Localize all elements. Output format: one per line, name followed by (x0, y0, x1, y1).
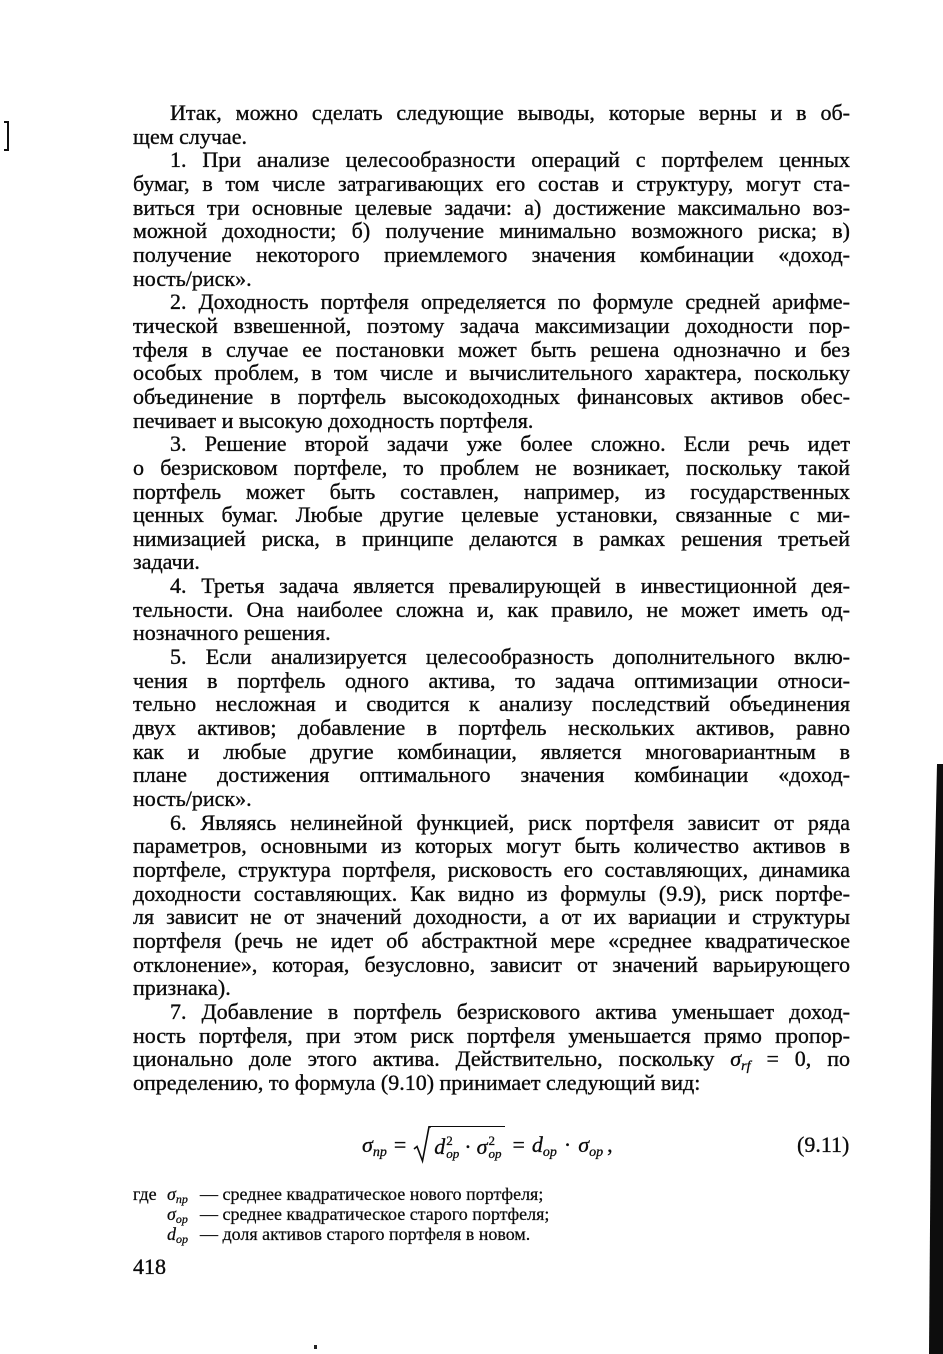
text-line: тельно несложная и сводится к анализу последствий объединения (133, 691, 850, 717)
text-line: ность/риск». (133, 265, 252, 291)
text-line: параметров, основными из которых могут быть количество активов в (133, 833, 850, 859)
multiply-dot: · (464, 1134, 472, 1159)
text-line: особых проблем, в том числе и вычислительного характера, поскольку (133, 360, 850, 386)
body-text (133, 101, 850, 1095)
d-symbol: d (167, 1224, 176, 1244)
definition-row (133, 1224, 549, 1244)
d-symbol: d (531, 1132, 543, 1157)
text-line: нозначного решения. (133, 620, 331, 646)
scan-speck (314, 1345, 317, 1349)
d-symbol: d (434, 1134, 446, 1159)
text-line: ценных бумаг. Любые другие целевые установки, связанные с ми- (133, 502, 850, 528)
text-line: бумаг, в том числе затрагивающих его состав и структуру, могут ста- (133, 170, 850, 196)
sigma-symbol: σ (578, 1132, 590, 1157)
intro-paragraph (133, 101, 850, 148)
square-root (413, 1126, 505, 1164)
equals-sign: = (512, 1132, 525, 1157)
text-line: чения в портфель одного актива, то задача оптимизации относи- (133, 667, 850, 693)
subscript: op (488, 1146, 502, 1161)
text-line: нимизацией риска, в принципе делаются в рамках решения третьей (133, 525, 850, 551)
list-item-4 (133, 574, 850, 645)
text-line: 7. Добавление в портфель безрискового актива уменьшает доход- (170, 998, 850, 1024)
text-line: объединение в портфель высокодоходных финансовых активов обес- (133, 383, 850, 409)
text-line: признака). (133, 975, 231, 1001)
formula-comma: , (607, 1132, 613, 1157)
list-item-1 (133, 148, 850, 290)
list-item-5 (133, 645, 850, 811)
text-line: тельности. Она наиболее сложна и, как правило, не может иметь од- (133, 596, 850, 622)
text-line: получение некоторого приемлемого значения комбинации «доход- (133, 241, 850, 267)
text-line: доходности составляющих. Как видно из формулы (9.9), риск портфе- (133, 880, 850, 906)
sigma-symbol: σ (167, 1184, 176, 1204)
list-item-6 (133, 811, 850, 1000)
definition-text: — доля активов старого портфеля в новом. (200, 1224, 531, 1244)
subscript: op (176, 1232, 188, 1246)
text-line: ность/риск». (133, 786, 252, 812)
text-line: щем случае. (133, 123, 247, 149)
list-item-2 (133, 290, 850, 432)
scripts (488, 1134, 501, 1160)
text-line: виться три основные целевые задачи: а) достижение максимально воз- (133, 194, 850, 220)
list-item-3 (133, 432, 850, 574)
subscript: np (175, 1192, 188, 1206)
superscript: 2 (488, 1133, 495, 1148)
definition-row (133, 1184, 549, 1204)
sigma-symbol: σ (167, 1204, 176, 1224)
scan-edge-shadow (925, 760, 943, 1354)
text-line: портфель может быть составлен, например, из государственных (133, 478, 850, 504)
text-line: о безрисковом портфеле, то проблем не возникает, поскольку такой (133, 454, 850, 480)
page-number: 418 (133, 1254, 166, 1279)
sigma-symbol: σ (730, 1046, 742, 1072)
text-line: тической взвешенной, поэтому задача максимизации доходности пор- (133, 312, 850, 338)
subscript: op (175, 1212, 188, 1226)
equation-number: (9.11) (797, 1132, 850, 1157)
text-line: отклонение», которая, безусловно, зависит от значений варьирующего (133, 951, 850, 977)
definition-symbol (167, 1224, 200, 1244)
superscript: 2 (446, 1133, 453, 1148)
text-line: 1. При анализе целесообразности операций с портфелем ценных (170, 147, 850, 173)
scripts (446, 1134, 459, 1160)
text-line: можной доходности; б) получение минимально возможного риска; в) (133, 218, 850, 244)
sigma-symbol: σ (476, 1134, 488, 1159)
text-line: 3. Решение второй задачи уже более сложно. Если речь идет (170, 431, 850, 457)
text-line: как и любые другие комбинации, является многовариантным в (133, 738, 850, 764)
text-line: 5. Если анализируется целесообразность дополнительного вклю- (170, 644, 850, 670)
subscript: rf (741, 1059, 751, 1075)
text-line: портфеле, структура портфеля, рисковость его составляющих, динамика (133, 857, 850, 882)
text-line: задачи. (133, 549, 200, 575)
formula-term (578, 1132, 603, 1158)
list-item-7 (133, 1000, 850, 1095)
definition-symbol (167, 1184, 200, 1204)
variable-definitions (133, 1184, 549, 1244)
text-line: двух активов; добавление в портфель нескольких активов, равно (133, 715, 850, 741)
definition-text: — среднее квадратическое нового портфеля; (200, 1184, 544, 1204)
radical-sign-icon (413, 1126, 431, 1164)
text-line: определению, то формула (9.10) принимает следующий вид: (133, 1069, 701, 1095)
definition-row (133, 1204, 549, 1224)
subscript: np (372, 1145, 387, 1160)
scan-edge-mark (1, 121, 10, 151)
text-fragment: = 0, по (750, 1046, 851, 1072)
subscript: op (446, 1146, 460, 1161)
subscript: op (542, 1145, 557, 1160)
text-fragment: ционально доле этого актива. Действительно, поскольку (133, 1046, 731, 1072)
text-line: портфеля (речь не идет об абстрактной мере «среднее квадратическое (133, 927, 850, 953)
text-line (133, 1046, 851, 1075)
multiply-dot: · (563, 1132, 572, 1157)
text-line: Итак, можно сделать следующие выводы, которые верны и в об- (170, 100, 850, 125)
where-label: где (133, 1184, 157, 1204)
formula-term (532, 1132, 557, 1158)
subscript: op (589, 1145, 604, 1160)
equals-sign: = (393, 1132, 407, 1157)
text-line: 4. Третья задача является превалирующей в инвестиционной дея- (170, 573, 850, 599)
text-line: ля зависит не от значений доходности, а от их вариации и структуры (133, 904, 850, 930)
formula-9-11 (362, 1124, 613, 1166)
definition-symbol (167, 1204, 200, 1224)
text-line: ность портфеля, при этом риск портфеля уменьшается прямо пропор- (133, 1022, 850, 1048)
radicand (431, 1126, 505, 1164)
text-line: печивает и высокую доходность портфеля. (133, 407, 534, 433)
definition-text: — среднее квадратическое старого портфеля; (200, 1204, 550, 1224)
formula-lhs (362, 1132, 387, 1158)
text-line: плане достижения оптимального значения комбинации «доход- (133, 762, 850, 788)
text-line: 6. Являясь нелинейной функцией, риск портфеля зависит от ряда (170, 809, 850, 835)
sigma-symbol: σ (362, 1132, 373, 1157)
text-line: тфеля в случае ее постановки может быть решена однозначно и без (133, 336, 850, 362)
text-line: 2. Доходность портфеля определяется по формуле средней арифме- (170, 289, 850, 315)
